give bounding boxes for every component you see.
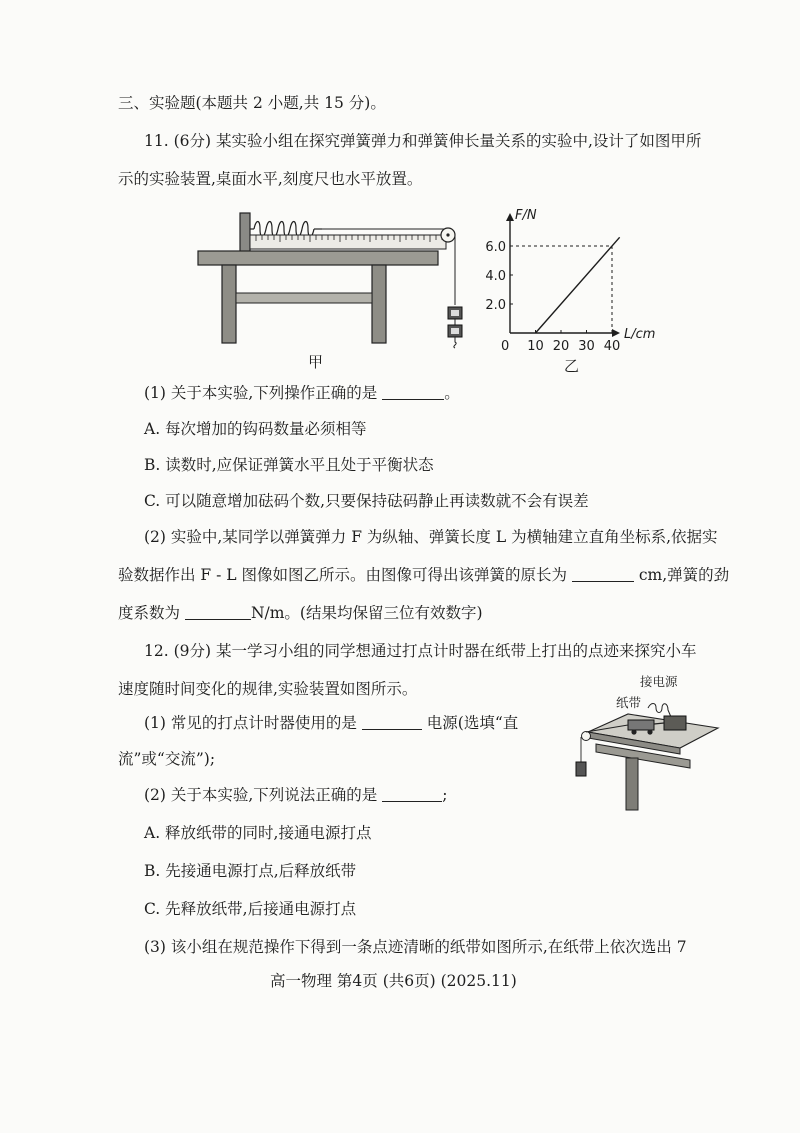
dot-timer [664, 716, 686, 730]
q12-part2: (2) 关于本实验,下列说法正确的是 ; [144, 786, 448, 804]
section-heading: 三、实验题(本题共 2 小题,共 15 分)。 [118, 94, 386, 112]
q12-part3: (3) 该小组在规范操作下得到一条点迹清晰的纸带如图所示,在纸带上依次选出 7 [144, 938, 687, 956]
q11-part2-line3: 度系数为 N/m。(结果均保留三位有效数字) [118, 604, 483, 622]
table-crossbar [236, 293, 372, 303]
cart [628, 720, 654, 730]
q12-part1-line1: (1) 常见的打点计时器使用的是 电源(选填“直 [144, 714, 519, 732]
y-axis-label: F/N [515, 208, 537, 223]
guide-lines [510, 246, 612, 333]
page-footer: 高一物理 第4页 (共6页) (2025.11) [270, 972, 517, 990]
q12-option-a: A. 释放纸带的同时,接通电源打点 [144, 824, 372, 842]
q12-stem-line2: 速度随时间变化的规律,实验装置如图所示。 [118, 680, 418, 698]
y-tick-label: 6.0 [485, 240, 506, 255]
q11-stem-line2: 示的实验装置,桌面水平,刻度尺也水平放置。 [118, 170, 423, 188]
table-top [198, 251, 438, 265]
origin-label: 0 [501, 339, 510, 354]
q11-option-c: C. 可以随意增加砝码个数,只要保持砝码静止再读数就不会有误差 [144, 492, 589, 510]
q11-option-a: A. 每次增加的钩码数量必须相等 [144, 420, 367, 438]
q11-original-length-blank[interactable] [572, 565, 634, 582]
q12-power-type-blank[interactable] [362, 713, 422, 730]
figure-a-label: 甲 [308, 353, 324, 371]
lab-table-leg [626, 758, 638, 810]
tape-label: 纸带 [616, 695, 642, 710]
q12-part2-answer-blank[interactable] [382, 785, 442, 802]
q11-part1-answer-blank[interactable] [382, 383, 444, 400]
figure-spring-apparatus [190, 205, 480, 375]
q12-option-c: C. 先释放纸带,后接通电源打点 [144, 900, 357, 918]
x-axis-arrow [612, 329, 620, 337]
x-tick-label: 20 [552, 339, 570, 354]
figure-f-l-graph [470, 205, 670, 380]
table-leg-left [222, 265, 236, 343]
q11-option-b: B. 读数时,应保证弹簧水平且处于平衡状态 [144, 456, 434, 474]
x-tick-label: 30 [578, 339, 595, 354]
q12-part1-line2: 流”或“交流”); [118, 750, 216, 768]
y-tick-label: 4.0 [485, 269, 506, 284]
q12-option-b: B. 先接通电源打点,后释放纸带 [144, 862, 357, 880]
figure-b-label: 乙 [564, 357, 580, 375]
hanging-weight [576, 762, 586, 776]
table-leg-right [372, 265, 386, 343]
q11-part2-line1: (2) 实验中,某同学以弹簧弹力 F 为纵轴、弹簧长度 L 为横轴建立直角坐标系,依据实 [144, 528, 718, 546]
x-tick-label: 10 [527, 339, 544, 354]
fixed-post [240, 213, 250, 253]
q11-spring-constant-blank[interactable] [185, 603, 251, 620]
spring [250, 222, 322, 237]
y-axis-arrow [506, 213, 514, 221]
ruler [250, 235, 446, 249]
q11-part2-line2: 验数据作出 F - L 图像如图乙所示。由图像可得出该弹簧的原长为 cm,弹簧的劲 [118, 566, 730, 584]
y-tick-label: 2.0 [485, 298, 506, 313]
series-line [536, 237, 620, 333]
q12-stem-line1: 12. (9分) 某一学习小组的同学想通过打点计时器在纸带上打出的点迹来探究小车 [144, 642, 697, 660]
apparatus-pulley [582, 732, 591, 741]
figure-timer-apparatus [568, 674, 728, 814]
hook-weights [448, 307, 462, 348]
q11-part1: (1) 关于本实验,下列操作正确的是 。 [144, 384, 460, 402]
power-label: 接电源 [640, 674, 678, 689]
x-axis-label: L/cm [624, 327, 656, 342]
q11-stem-line1: 11. (6分) 某实验小组在探究弹簧弹力和弹簧伸长量关系的实验中,设计了如图甲所 [144, 132, 702, 150]
x-tick-label: 40 [603, 339, 621, 354]
